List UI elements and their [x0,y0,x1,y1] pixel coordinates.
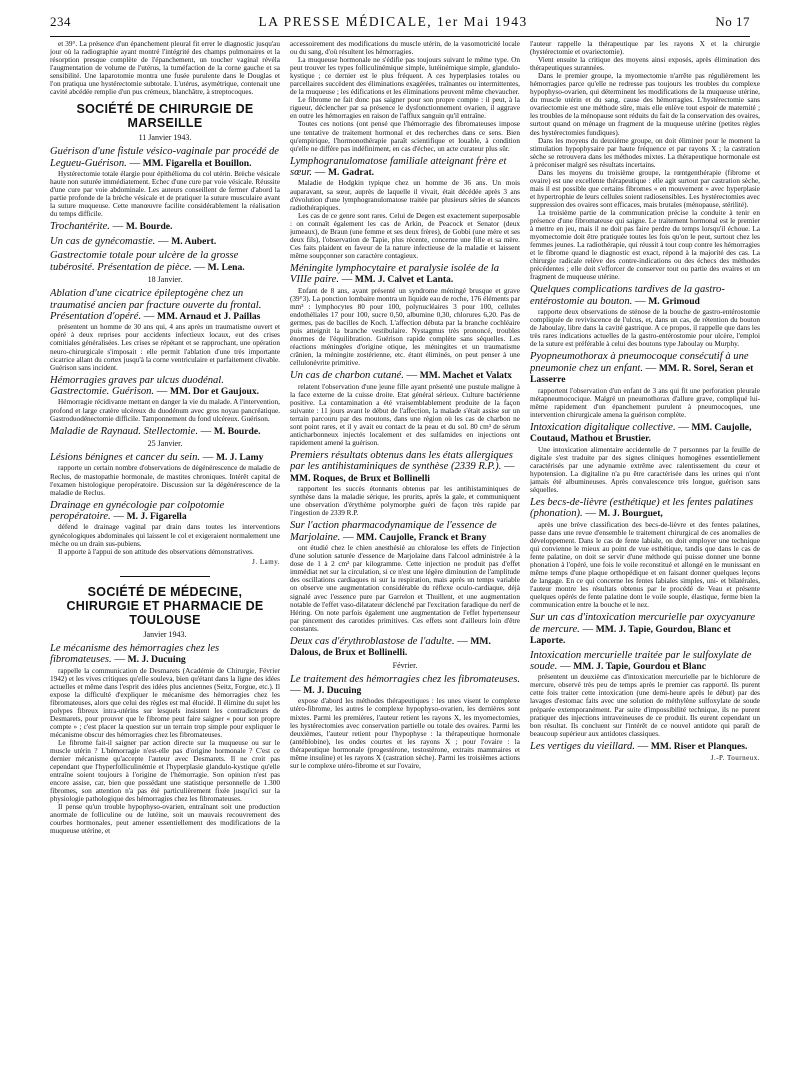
paragraph: et 39°. La présence d'un épanchement pleural fit errer le diagnostic jusqu'au jour où la radiographie ayant montré l'intégrité des champs pulmonaires et la résorption presque complète de l'épanchement, un toucher vaginal révéla l'augmentation de volume de l'utérus, la tuméfaction de la corne gauche et sa sensibilité. Une laparotomie montra une fusée purulente dans le Douglas et l'on pratiqua une hystérectomie subtotale. L'utérus, asymétrique, contenait une cavité abcédée remplie d'un pus crémeux, blanchâtre, à streptocoques. [50,40,280,97]
entry-title: Lymphogranulomatose familiale atteignant frère et sœur. — M. Gadrat. [290,155,507,179]
entry-title: Le mécanisme des hémorragies chez les fibromateuses. — M. J. Ducuing [50,642,220,666]
entry-body: expose d'abord les méthodes thérapeutiques : les unes visent le complexe utéro-fibrome, les autres le complexe hypophyso-ovarien, les dernières sont mixtes. Parmi les premières, l'auteur retient les rayons X, les myomectomies, les hystérectomies avec conservation partielle ou totale des ovaires. Parmi les deuxièmes, l'auteur retient pour l'hypophyse : la thérapeutique hormonale (antéblobine), les ondes courtes et les rayons X ; pour l'ovaire : la thérapeutique hormonale (progestérone, testostérone, extraits mammaires et même insuline) et les rayons X (castration sèche). Parmi les troisièmes actions sur le complexe utéro-fibrome et sur l'ovaire, [290,697,520,770]
entry-title-text: Méningite lymphocytaire et paralysie isolée de la VIIIe paire. [290,262,500,286]
entry-title: Quelques complications tardives de la gastro-entérostomie au bouton. — M. Grimoud [530,284,725,307]
entry-body: rapportent l'observation d'un enfant de 3 ans qui fit une perforation pleurale métapneumococique. Malgré un pneumothorax d'allure grave, compliqué lui-même rapidement d'un épanchement purulent à pneumocoques, une intervention chirurgicale amena la guérison complète. [530,386,760,419]
header-rule [50,36,750,37]
entry-body: rappelle la communication de Desmarets (Académie de Chirurgie, Février 1942) et les vives critiques qu'elle souleva, bien qu'étant dans la ligne des idées actuelles et même dans l'esprit des idées plus anciennes (Seitz, Forgue, etc.). Il expose la difficulté d'expliquer le mécanisme des hémorragies chez les fibromateuses, alors que celui des règles est mal élucidé. Il élimine du sujet les polypes fibreux intra-utérins sur lesquels insistent les contradicteurs de Desmarets, pour prouver que le fibrome peut faire saigner « pour son propre compte » ; c'est placer la question sur un terrain trop simple pour expliquer le mécanisme obscur des hémorragies chez les fibromateuses. [50,666,280,739]
entry-body: Enfant de 8 ans, ayant présenté un syndrome méningé brusque et grave (39°3). La ponction lombaire montra un liquide eau de roche, 176 éléments par mm³ : lymphocytes 80 pour 100, polynucléaires 3 pour 100, cellules endothéliales 17 pour 100, sucre 0,50, albumine 0,30, chlorures 6,20. Pas de germes, pas de bacilles de Koch. L'affection débuta par la branche cochléaire puis atteignit la branche vestibulaire. Nystagmus très prononcé, troubles énormes de l'équilibration. Guérison rapide complète sans séquelles. Les réactions méningées d'origine otique, les méningites et un traumatisme crânien, la méningite zostérienne, etc. étant éliminés, on peut penser à une cellulonévrite primitive. [290,286,520,368]
entry-title: Sur un cas d'intoxication mercurielle par oxycyanure de mercure. — MM. J. Tapie, Gourdou, Blanc et Laporte. [530,612,756,647]
entry-body: relatent l'observation d'une jeune fille ayant présenté une pustule maligne à la face externe de la cuisse droite. Etat général sérieux. Culture bactérienne positive. La contamination a été vraisemblablement produite de la façon suivante : 11 jours avant le début de l'affection, la malade s'était assise sur un terrain parcouru par des moutons, dans une région où les cas de charbon ne sont point rares, et il y avait eu contact de la peau et du sol. 80 cm³ de sérum anticharbonneux injectés localement et des sulfamides en injections ont rapidement amené la guérison. [290,382,520,447]
entry-authors: MM. Dor et Gaujoux. [169,386,260,398]
entry-title: Premiers résultats obtenus dans les états allergiques par les antihistaminiques de synthèse (2339 R.P.). — MM. Roques, de Brux et Bollinelli [290,450,515,484]
entry-authors: MM. J. Calvet et Lanta. [354,274,454,286]
entry-title-text: Guérison d'une fistule vésico-vaginale par procédé de Legueu-Guérison. [50,146,279,169]
journal-title: LA PRESSE MÉDICALE, 1er Mai 1943 [258,14,528,29]
entry-title: Gastrectomie totale pour ulcère de la grosse tubérosité. Présentation de pièce. — M. Lena. [50,250,245,273]
entry-authors: MM. Caujolle, Coutaud, Mathou et Brustier. [530,421,752,445]
entry-authors: MM. J. Tapie, Gourdou et Blanc [573,660,706,672]
entry-title-text: Trochantérite. [50,221,110,233]
column-1 [50,40,280,1065]
entry-authors: M. J. Bourguet, [598,508,663,520]
entry-body: Une intoxication alimentaire accidentelle de 7 personnes par la feuille de digitale s'est traduite par des signes cliniques homogènes essentiellement caractérisés par une adynamie extrême avec ralentissement du cœur et hypotension. La digitaline n'a pu être caractérisée dans les urines qui n'ont jamais été albumineuses. Après convalescence très longue, guérison sans séquelles. [530,445,760,494]
entry-title-text: Gastrectomie totale pour ulcère de la grosse tubérosité. Présentation de pièce. [50,250,239,273]
entry-title-text: Lymphogranulomatose familiale atteignant frère et sœur. [290,155,507,179]
entry-title: Trochantérite. — M. Bourde. [50,221,173,233]
issue-number: No 17 [715,14,750,29]
entry-authors: M. J. Figarella [126,511,187,523]
entry-title: Hémorragies graves par ulcus duodénal. Gastrectomie. Guérison. — MM. Dor et Gaujoux. [50,374,260,398]
entry-title: Intoxication digitalique collective. — MM. Caujolle, Coutaud, Mathou et Brustier. [530,421,752,445]
entry-title-text: Les becs-de-lièvre (esthétique) et les fentes palatines (phonation). [530,496,754,520]
entry-authors: MM. Caujolle, Franck et Brany [356,531,487,543]
entry-authors: M. Grimoud [648,295,700,307]
page-number: 234 [50,14,71,29]
entry-body: présentent un deuxième cas d'intoxication mercurielle par le bichlorure de mercure, observé très peu de temps après le premier cas rapporté. Ils purent cette fois traiter cette intoxication (une demi-heure après le début) par des lavages d'estomac faits avec une solution de méthylène sulfoxylate de soude préparée extemporanément. Par suite d'impossibilité technique, ils ne purent pratiquer des injections intraveineuses de ce produit. Ils eurent cependant un bon résultat. Ils concluent sur l'intérêt de ce nouvel antidote qui paraît de beaucoup supérieur aux antidotes classiques. [530,673,760,738]
section-divider [120,576,210,577]
paragraph: Dans le premier groupe, la myomectomie n'arrête pas régulièrement les hémorragies parce qu'elle ne redresse pas toujours les troubles du complexe hypophyso-ovarien, qui déterminent les modifications de la muqueuse utérine, du muscle utérin et du sang, cause des hémorragies. L'hystérectomie sans ovariectomie est une méthode sûre, mais elle enlève tout espoir de maternité ; les troubles de la ménopause sont réduits du fait de la conservation des ovaires, surtout quand on ménage un fragment de la muqueuse utérine (petites règles des hystérectomies fundiques). [530,72,760,137]
entry-body: rapporte un certain nombre d'observations de dégénérescence de maladie de Reclus, de mastopathie hormonale, de mastites chroniques. Intérêt capital de l'examen histologique peropératoire. Discussion sur la dégénérescence de la maladie de Reclus. [50,464,280,497]
entry-title-text: Drainage en gynécologie par colpotomie peropératoire. [50,499,225,523]
session-date: 18 Janvier. [147,275,183,285]
entry-title: Méningite lymphocytaire et paralysie isolée de la VIIIe paire. — MM. J. Calvet et Lanta. [290,262,500,286]
entry-title-text: Un cas de gynécomastie. [50,235,156,247]
session-date: Février. [392,660,418,670]
entry-authors: M. Gadrat. [327,167,375,179]
paragraph: La muqueuse hormonale ne s'édifie pas toujours suivant le même type. On peut trouver les types folliculinémique simple, lutéinémique simple, glandulo-kystique ; ce dernier est le plus fréquent. A ces hyperplasies totales ou parcellaires succèdent des éliminations exagérées, traînantes ou intermittentes, de la muqueuse ; les édifications et les éliminations peuvent même chevaucher. [290,56,520,97]
session-date: Janvier 1943. [143,629,187,639]
entry-authors: MM. Figarella et Bouillon. [142,157,252,169]
entry-body: présentent un homme de 30 ans qui, 4 ans après un traumatisme ouvert et opéré à deux reprises pour accidents infectieux locaux, eut des crises comitiales généralisées. Les crises se répétant et se rapprochant, une opération neuro-chirurgicale s'imposait : elle permit l'ablation d'une très importante cicatrice allant du cortex jusqu'à la corne ventriculaire et parfaitement clivable. Guérison sans incident. [50,323,280,372]
entry-title: Les vertiges du vieillard. — MM. Riser et Planques. [530,740,748,752]
paragraph: Dans les moyens du troisième groupe, la rœntgenthérapie (fibrome et ovaire) est une excellente thérapeutique : elle agit surtout par castration sèche, mais il est possible que certains fibromes « en mouvement » avec hyperplasie et hypertrophie de leurs cellules soient radiosensibles. Les hystérectomies avec suppression des ovaires sont efficaces, mais brutales (ménopause, stérilité). [530,168,760,209]
entry-authors: MM. Roques, de Brux et Bollinelli [290,472,430,484]
entry-title-text: Le traitement des hémorragies chez les fibromateuses. [290,673,520,685]
page-columns [50,40,760,1065]
entry-authors: M. Bourde. [125,221,173,233]
paragraph: Vient ensuite la critique des moyens ainsi exposés, après élimination des thérapeutiques surannées. [530,56,760,73]
session-date: 11 Janvier 1943. [138,133,192,143]
column-3 [530,40,760,1065]
entry-body: ont étudié chez le chien anesthésié au chloralose les effets de l'injection d'une solution saturée d'essence de Marjolaine dans l'alcool administrée à la dose de 1 à 2 cm³ par kilogramme. Cette injection ne produit pas d'effet immédiat net sur la circulation, si ce n'est une légère diminution de l'amplitude des oscillations cardiaques ni sur la respiration, mais après un temps variable on observe une augmentation considérable du réflexe oculo-cardiaque, déjà signalé avec l'essence pure par Garrelon et Thuillent, et une augmentation notable de l'effet vaso-dilatateur déclenché par l'excitation faradique du nerf de Héring. On note parfois également une augmentation de l'effet hypertenseur par pincement des carotides primitives. Ces effets sont d'ailleurs loin d'être constants. [290,544,520,633]
entry-title: Drainage en gynécologie par colpotomie peropératoire. — M. J. Figarella [50,499,225,523]
entry-title-text: Premiers résultats obtenus dans les états allergiques par les antihistaminiques de synthèse (2339 R.P.). [290,450,513,473]
entry-authors: MM. Arnaud et J. Paillas [157,310,261,322]
section-heading: SOCIÉTÉ DE MÉDECINE, CHIRURGIE ET PHARMACIE DE TOULOUSE [66,584,264,627]
entry-title-text: Hémorragies graves par ulcus duodénal. Gastrectomie. Guérison. [50,374,224,398]
entry-title-text: Les vertiges du vieillard. [530,740,635,752]
paragraph: Dans les moyens du deuxième groupe, on doit éliminer pour le moment la stimulation hypophysaire par haute fréquence et par rayons X ; la castration sèche se retrouvera dans les méthodes mixtes. La thérapeutique hormonale est à préconiser malgré ses résultats incertains. [530,136,760,169]
paragraph: Le fibrome ne fait donc pas saigner pour son propre compte : il peut, à la rigueur, déclencher par sa présence le dysfonctionnement ovarien, il aggrave en outre les hémorragies en raison de l'afflux sanguin qu'il entraîne. [290,96,520,121]
entry-title: Pyopneumothorax à pneumocoque consécutif à une pneumonie chez un enfant. — MM. R. Sorel, Seran et Lasserre [530,351,754,386]
entry-title: Les becs-de-lièvre (esthétique) et les fentes palatines (phonation). — M. J. Bourguet, [530,496,754,520]
paragraph: La troisième partie de la communication précise la conduite à tenir en présence d'une fibromateuse qui saigne. Le traitement hormonal est le premier à mettre en jeu, mais il ne doit pas faire perdre du temps lorsqu'il échoue. La myomectomie doit être pratiquée toutes les fois qu'on le peut, surtout chez les femmes jeunes. La radiothérapie, qui réussit à tout coup contre les hémorragies et le fibrome quand le diagnostic est exact, répond à la majorité des cas. La chirurgie radicale relève des contre-indications ou des échecs des méthodes précédentes ; elle doit s'efforcer de conserver tout ou partie des ovaires et un fragment de muqueuse utérine. [530,208,760,282]
entry-title: Deux cas d'érythroblastose de l'adulte. — MM. Dalous, de Brux et Bollinelli. [290,635,491,659]
entry-authors: M. Lena. [207,261,245,273]
paragraph: Le fibrome fait-il saigner par action directe sur la muqueuse ou sur le muscle utérin ? L'hémorragie n'est-elle pas d'origine hormonale ? C'est ce dernier mécanisme qu'accepte l'auteur avec Desmarets. Il ne croit pas cependant que l'hyperfolliculinémie et l'hyperplasie glandulo-kystique qu'elle entraîne soient toujours à l'origine de l'hémorragie. Son opinion n'est pas encore assise, car, bien que possédant une statistique personnelle de 1.300 fibromes, son attention n'a pas été particulièrement fixée jusqu'ici sur la physiologie pathologique des hémorragies chez les fibromateuses. [50,738,280,804]
entry-authors: MM. Dalous, de Brux et Bollinelli. [290,635,491,659]
entry-body: rapporte deux observations de sténose de la bouche de gastro-entérostomie compliquée de reviviscence de l'ulcus, et, dans un cas, de rétention du bouton de Jaboulay, libre dans la cavité gastrique. A ce propos, il rappelle que dans les très rares indications actuelles de la gastro-entérostomie pour ulcère, l'emploi de la suture est préférable à celui des boutons type Jaboulay ou Murphy. [530,308,760,349]
entry-title-text: Sur un cas d'intoxication mercurielle par oxycyanure de mercure. [530,612,756,635]
entry-title-text: Pyopneumothorax à pneumocoque consécutif à une pneumonie chez un enfant. [530,351,749,374]
paragraph: l'auteur rappelle la thérapeutique par les rayons X et la chirurgie (hystérectomie et ovariectomie). [530,40,760,57]
paragraph: accessoirement des modifications du muscle utérin, de la vasomotricité locale ou du sang, d'où résultent les hémorragies. [290,40,520,57]
entry-title: Un cas de charbon cutané. — MM. Machet et Valatx [290,370,512,382]
entry-body: rapportent les succès étonnants obtenus par les antihistaminiques de synthèse dans la maladie sérique, les prurits, après la gale, et communiquent une observation d'érythème polymorphe guéri de façon très rapide par l'ingestion de 2339 R.P. [290,485,520,518]
entry-body: Hystérectomie totale élargie pour épithélioma du col utérin. Brèche vésicale haute non suturée immédiatement. Echec d'une cure par voie vésicale. Réussite d'une cure par voie abdominale. Les auteurs conseillent de fermer d'abord la partie profonde de la brèche vésicale et de pratiquer la suture musculaire avant la suture muqueuse. Cette manœuvre facilite considérablement la réalisation du temps difficile. [50,170,280,219]
paragraph: Il pense qu'un trouble hypophyso-ovarien, entraînant soit une production anormale de folliculine ou de lutéine, soit un mauvais recouvrement des courbes hormonales, peut amener essentiellement des modifications de la muqueuse utérine, et [50,803,280,836]
column-2 [290,40,520,1065]
section-heading: SOCIÉTÉ DE CHIRURGIE DE MARSEILLE [76,102,254,131]
entry-title: Guérison d'une fistule vésico-vaginale par procédé de Legueu-Guérison. — MM. Figarella et Bouillon. [50,146,279,169]
entry-title: Ablation d'une cicatrice épileptogène chez un traumatisé ancien par fracture ouverte du frontal. Présentation d'opéré. — MM. Arnaud et J. Paillas [50,288,262,322]
entry-authors: MM. Riser et Planques. [650,740,748,752]
entry-body: après une brève classification des becs-de-lièvre et des fentes palatines, passe dans une revue d'ensemble le traitement chirurgical de ces anomalies de développement. Dans le cas de fente labiale, on doit employer une technique qui convienne le mieux au point de vue esthétique, tandis que dans le cas de fente palatine, on doit se servir d'une méthode qui puisse donner une bonne phonation à l'opéré, une fois le voile reconstitué et allongé en le munissant en même temps d'une plaque orthopédique et en faisant donner quelques leçons de langage. En ce qui concerne les fentes labiales simples, uni- et bilatérales, l'auteur montre les résultats obtenus par le procédé de Veau et présente quelques opérés de fente palatine dont le voile souple, élastique, ferme bien la communication entre la bouche et le nez. [530,520,760,610]
entry-authors: MM. R. Sorel, Seran et Lasserre [530,362,754,386]
entry-title-text: Intoxication mercurielle traitée par le sulfoxylate de soude. [530,649,752,672]
entry-authors: M. J. Lamy [215,452,264,464]
entry-authors: M. J. Ducuing [127,654,186,666]
entry-body: Maladie de Hodgkin typique chez un homme de 36 ans. Un mois auparavant, sa sœur, auprès de laquelle il vivait, était décédée après 3 ans d'évolution d'une lymphogranulomatose traitée par plusieurs séries de séances radiothérapiques. [290,179,520,212]
entry-authors: MM. Machet et Valatx [419,370,512,382]
entry-title-text: Ablation d'une cicatrice épileptogène chez un traumatisé ancien par fracture ouverte du frontal. Présentation d'opéré. [50,288,262,322]
entry-title: Lésions bénignes et cancer du sein. — M. J. Lamy [50,452,264,464]
signature: J. Lamy. [252,557,280,566]
entry-authors: M. J. Ducuing [303,685,362,696]
entry-body: Hémorragie récidivante mettant en danger la vie du malade. A l'intervention, profond et large cratère ulcéreux du duodénum avec gros noyau pancréatique. Gastroduodénectomie difficile. Tamponnement du fond ulcéreux. Guérison. [50,398,280,423]
running-header [50,14,750,36]
signature: J.-P. Tourneux. [710,754,760,763]
paragraph: Toutes ces notions (ont pensé que l'hémorragie des fibromateuses impose une tentative de traitement hormonal et des recherches dans ce sens. Bien qu'empirique, l'hormonothérapie paraît scientifique et louable, à condition qu'elle ne diffère pas indéfiniment, en cas d'échec, un acte curateur plus sûr. [290,120,520,153]
entry-title: Intoxication mercurielle traitée par le sulfoxylate de soude. — MM. J. Tapie, Gourdou et Blanc [530,649,752,672]
entry-title: Un cas de gynécomastie. — M. Aubert. [50,235,217,247]
entry-title-text: Intoxication digitalique collective. [530,421,676,433]
entry-title-text: Le mécanisme des hémorragies chez les fibromateuses. [50,642,220,666]
entry-title: Sur l'action pharmacodynamique de l'essence de Marjolaine. — MM. Caujolle, Franck et Brany [290,520,497,543]
entry-title-text: Sur l'action pharmacodynamique de l'essence de Marjolaine. [290,520,497,543]
entry-body: défend le drainage vaginal par drain dans toutes les interventions gynécologiques abdominales qui laissent le col et exigeraient normalement une mèche ou un drain sus-pubiens. [50,523,280,548]
entry-title-text: Lésions bénignes et cancer du sein. [50,452,201,464]
entry-title-text: Deux cas d'érythroblastose de l'adulte. [290,635,455,647]
entry-title-text: Un cas de charbon cutané. [290,370,404,382]
entry-title: Le traitement des hémorragies chez les fibromateuses. — M. J. Ducuing [290,673,520,696]
paragraph: Les cas de ce genre sont rares. Celui de Degen est exactement superposable : on connaît également les cas de Arkin, de Peacock et Senator (deux jumeaux), de Braun (une femme et ses deux frères), de Gobbi (une mère et ses deux fils), l'observation de Tapie, plus récente, concerne une fille et sa mère. Ces faits plaident en faveur de la nature infectieuse de la maladie et laissent même soupçonner son caractère contagieux. [290,211,520,260]
entry-title-text: Quelques complications tardives de la gastro-entérostomie au bouton. [530,284,725,307]
entry-authors: M. Aubert. [171,235,217,247]
entry-title-text: Maladie de Raynaud. Stellectomie. [50,425,198,437]
paragraph: Il apporte à l'appui de son attitude des observations démonstratives. [58,547,254,556]
session-date: 25 Janvier. [147,439,183,448]
entry-authors: MM. J. Tapie, Gourdou, Blanc et Laporte. [530,623,731,647]
entry-title: Maladie de Raynaud. Stellectomie. — M. Bourde. [50,425,261,437]
entry-authors: M. Bourde. [213,425,261,437]
